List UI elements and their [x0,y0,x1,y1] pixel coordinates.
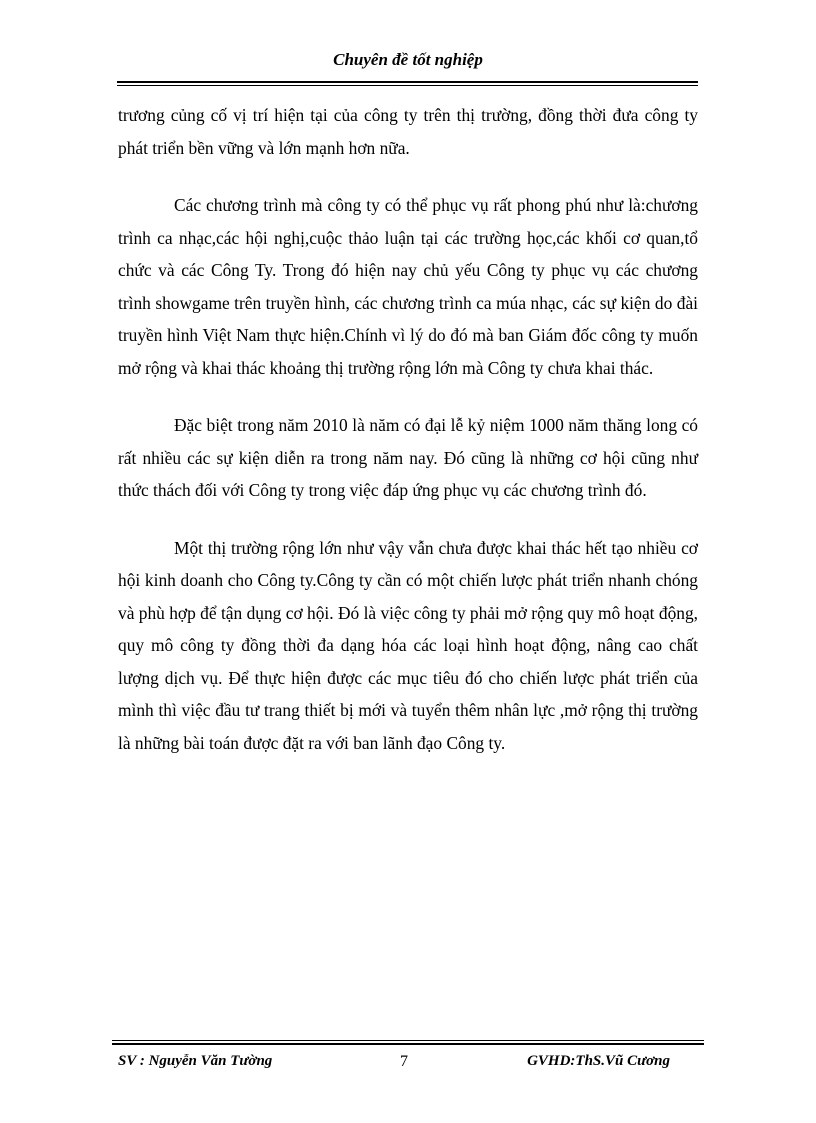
document-body [118,99,698,784]
paragraph-1: trương củng cố vị trí hiện tại của công ty trên thị trường, đồng thời đưa công ty phát triển bền vững và lớn mạnh hơn nữa. [118,105,698,158]
header-divider-thin [117,85,698,86]
page-number: 7 [400,1053,408,1070]
footer-divider-thin [112,1040,704,1041]
paragraph-4: Một thị trường rộng lớn như vậy vẫn chưa được khai thác hết tạo nhiều cơ hội kinh doanh cho Công ty.Công ty cần có một chiến lược phát triển nhanh chóng và phù hợp để tận dụng cơ hội. Đó là việc công ty phải mở rộng quy mô hoạt động, quy mô công ty đồng thời đa dạng hóa các loại hình hoạt động, nâng cao chất lượng dịch vụ. Để thực hiện được các mục tiêu đó cho chiến lược phát triển của mình thì việc đầu tư trang thiết bị mới và tuyển thêm nhân lực ,mở rộng thị trường là những bài toán được đặt ra với ban lãnh đạo Công ty. [118,537,698,753]
paragraph-2: Các chương trình mà công ty có thể phục vụ rất phong phú như là:chương trình ca nhạc,các hội nghị,cuộc thảo luận tại các trường học,các khối cơ quan,tổ chức và các Công Ty. Trong đó hiện nay chủ yếu Công ty phục vụ các chương trình showgame trên truyền hình, các chương trình ca múa nhạc, các sự kiện do đài truyền hình Việt Nam thực hiện.Chính vì lý do đó mà ban Giám đốc công ty muốn mở rộng và khai thác khoảng thị trường rộng lớn mà Công ty chưa khai thác. [118,195,698,378]
footer-divider-thick [112,1043,704,1045]
page-header-title: Chuyên đề tốt nghiệp [333,50,483,69]
page-footer [118,1053,698,1075]
header-divider-thick [117,81,698,83]
footer-advisor-name: GVHD:ThS.Vũ Cương [527,1053,670,1069]
footer-student-name: SV : Nguyễn Văn Tường [118,1053,273,1069]
paragraph-3: Đặc biệt trong năm 2010 là năm có đại lễ kỷ niệm 1000 năm thăng long có rất nhiều các sự kiện diễn ra trong năm nay. Đó cũng là những cơ hội cũng như thức thách đối với Công ty trong việc đáp ứng phục vụ các chương trình đó. [118,415,698,500]
